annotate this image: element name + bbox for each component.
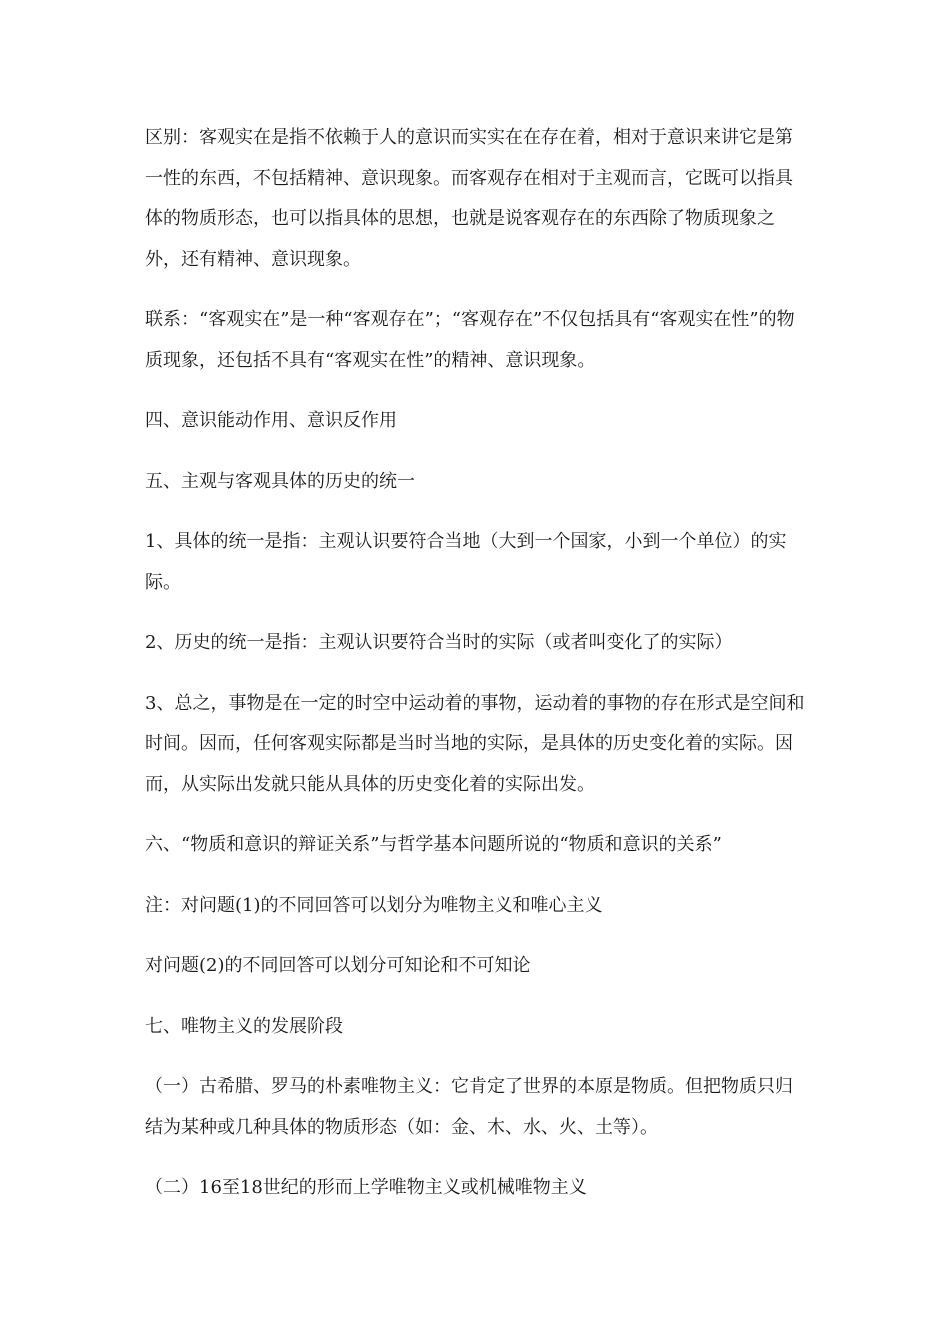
paragraph-item-1: 1、具体的统一是指：主观认识要符合当地（大到一个国家，小到一个单位）的实际。 bbox=[145, 531, 787, 593]
paragraph-stage-2: （二）16至18世纪的形而上学唯物主义或机械唯物主义 bbox=[145, 1177, 587, 1198]
paragraph-stage-1: （一）古希腊、罗马的朴素唯物主义：它肯定了世界的本原是物质。但把物质只归结为某种或几种具体的物质形态（如：金、木、水、火、土等）。 bbox=[145, 1076, 793, 1138]
heading-section-6: 六、“物质和意识的辩证关系”与哲学基本问题所说的“物质和意识的关系” bbox=[145, 834, 722, 855]
paragraph-connection: 联系：“客观实在”是一种“客观存在”；“客观存在”不仅包括具有“客观实在性”的物质现象，还包括不具有“客观实在性”的精神、意识现象。 bbox=[145, 309, 795, 371]
paragraph-note-1: 注：对问题(1)的不同回答可以划分为唯物主义和唯心主义 bbox=[145, 894, 603, 916]
heading-section-7: 七、唯物主义的发展阶段 bbox=[145, 1015, 343, 1037]
paragraph-note-2: 对问题(2)的不同回答可以划分可知论和不可知论 bbox=[145, 955, 531, 976]
paragraph-item-2: 2、历史的统一是指：主观认识要符合当时的实际（或者叫变化了的实际） bbox=[145, 632, 733, 653]
paragraph-item-3: 3、总之，事物是在一定的时空中运动着的事物，运动着的事物的存在形式是空间和时间。因而，任何客观实际都是当时当地的实际，是具体的历史变化着的实际。因而，从实际出发就只能从具体的历史变化着的实际出发。 bbox=[145, 692, 805, 795]
heading-section-5: 五、主观与客观具体的历史的统一 bbox=[145, 470, 415, 492]
heading-section-4: 四、意识能动作用、意识反作用 bbox=[145, 410, 397, 431]
document-body bbox=[145, 118, 810, 1229]
paragraph-distinction: 区别：客观实在是指不依赖于人的意识而实实在在存在着，相对于意识来讲它是第一性的东西，不包括精神、意识现象。而客观存在相对于主观而言，它既可以指具体的物质形态，也可以指具体的思想，也就是说客观存在的东西除了物质现象之外，还有精神、意识现象。 bbox=[145, 127, 793, 270]
